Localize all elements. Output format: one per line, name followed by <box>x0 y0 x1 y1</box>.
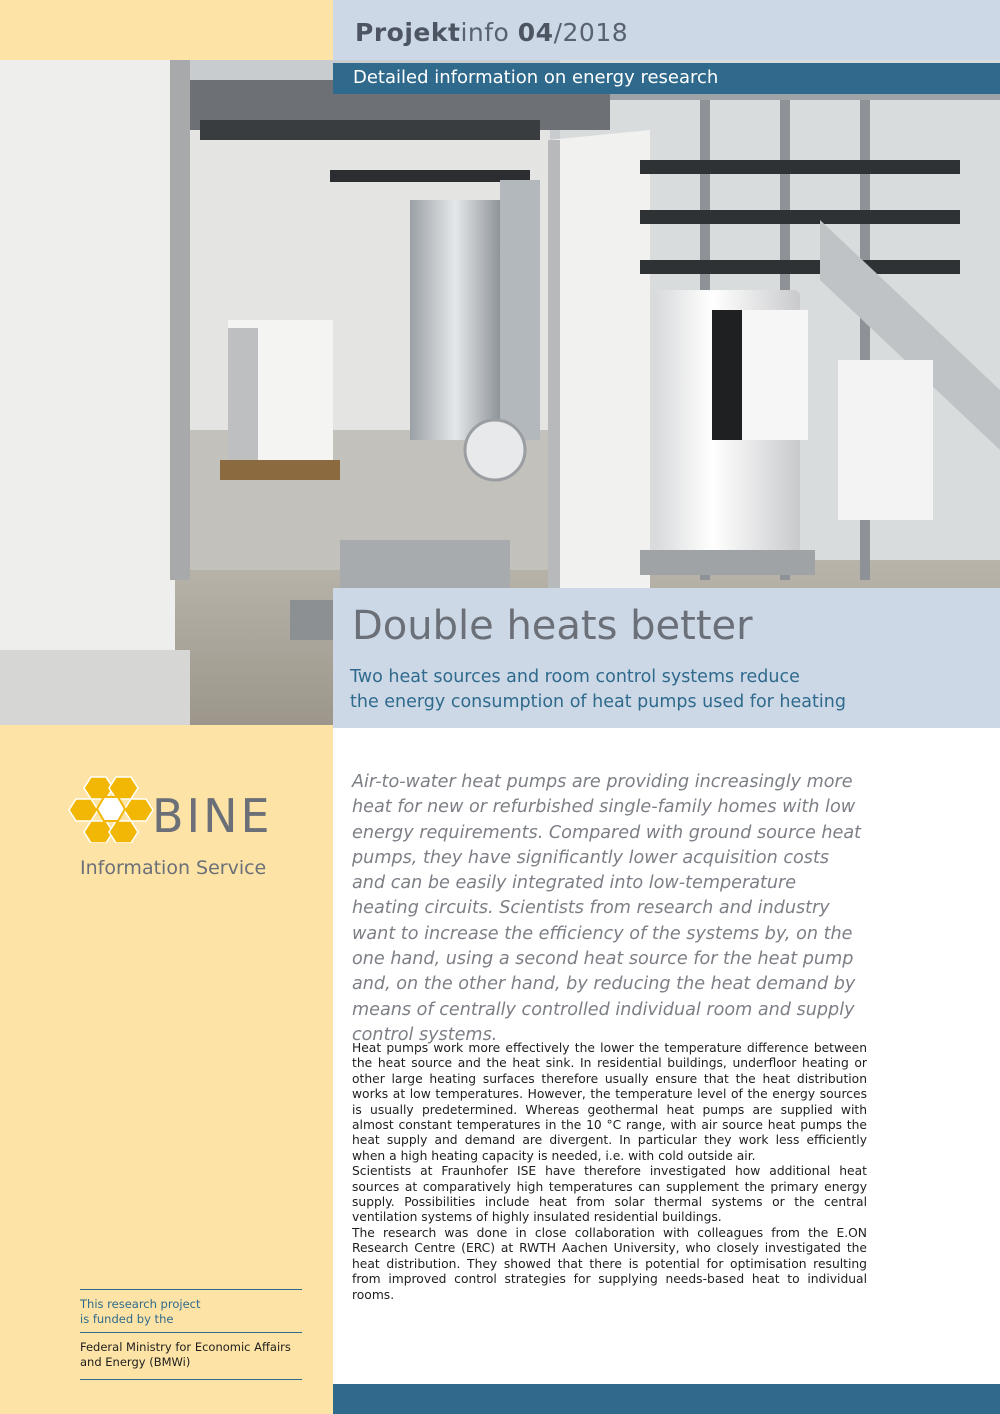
page-subtitle <box>350 665 990 715</box>
projekt-label: Projekt <box>355 18 461 47</box>
issue-number: 04 <box>517 18 554 47</box>
footer-bar <box>333 1384 1000 1414</box>
subtitle-line-2: the energy consumption of heat pumps used for heating <box>350 692 846 712</box>
body-paragraph-1: Heat pumps work more effectively the lower the temperature difference between the heat source and the heat sink. In residential buildings, underfloor heating or other large heating surfaces therefore usually ensure that the heat distribution works at low temperatures. However, the temperature level of the energy sources is usually predetermined. Whereas geothermal heat pumps are supplied with almost constant temperatures in the 10 °C range, with air source heat pumps the heat supply and demand are divergent. In particular they work less efficiently when a high heating capacity is needed, i.e. with cold outside air. <box>352 1041 867 1163</box>
ministry-line-2: and Energy (BMWi) <box>80 1355 191 1369</box>
funding-note <box>80 1297 200 1327</box>
funding-divider-bottom <box>80 1379 302 1380</box>
bine-wordmark: BINE <box>152 789 273 843</box>
subheader-bar <box>333 63 1000 94</box>
funding-line-2: is funded by the <box>80 1312 174 1326</box>
bine-hexagon-logo-icon <box>66 775 156 843</box>
funding-line-1: This research project <box>80 1297 201 1311</box>
funding-divider-top <box>80 1289 302 1290</box>
bine-tagline: Information Service <box>80 857 267 879</box>
funding-divider-mid <box>80 1332 302 1333</box>
subheader-text: Detailed information on energy research <box>353 67 719 88</box>
subtitle-line-1: Two heat sources and room control systems reduce <box>350 667 800 687</box>
issue-year: /2018 <box>553 18 629 47</box>
info-label: info <box>460 18 518 47</box>
projektinfo-title <box>355 18 628 47</box>
intro-paragraph: Air-to-water heat pumps are providing increasingly more heat for new or refurbished single-family homes with low energy requirements. Compared with ground source heat pumps, they have significantly lower acquisition costs and can be easily integrated into low-temperature heating circuits. Scientists from research and industry want to increase the efficiency of the systems by, on the one hand, using a second heat source for the heat pump and, on the other hand, by reducing the heat demand by means of centrally controlled individual room and supply control systems. <box>352 772 862 1045</box>
page-title: Double heats better <box>352 603 753 649</box>
body-text <box>352 1041 867 1303</box>
funding-ministry <box>80 1340 291 1370</box>
body-paragraph-3: The research was done in close collaboration with colleagues from the E.ON Research Centre (ERC) at RWTH Aachen University, who closely investigated the heat distribution. They showed that there is potential for optimisation resulting from improved control strategies for supplying needs-based heat to individual rooms. <box>352 1225 867 1302</box>
ministry-line-1: Federal Ministry for Economic Affairs <box>80 1340 291 1354</box>
body-paragraph-2: Scientists at Fraunhofer ISE have therefore investigated how additional heat sources at comparatively high temperatures can supplement the primary energy supply. Possibilities include heat from solar thermal systems or the central ventilation systems of highly insulated residential buildings. <box>352 1164 867 1225</box>
